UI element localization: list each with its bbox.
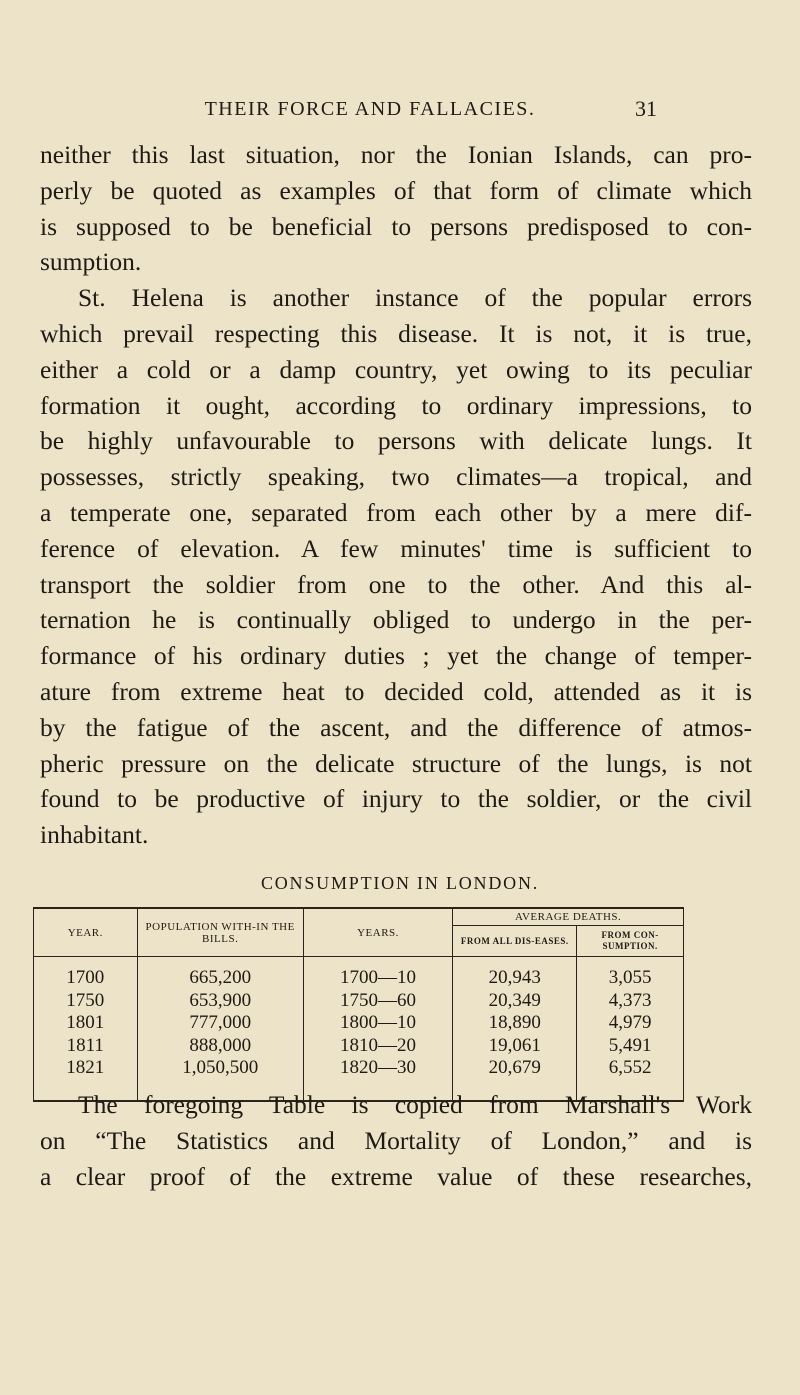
body-line: The foregoing Table is copied from Marshall's Work xyxy=(78,1090,752,1119)
body-line: sumption. xyxy=(40,247,142,277)
body-line: which prevail respecting this disease. It is not, it is true, xyxy=(40,318,752,348)
body-line: inhabitant. xyxy=(40,820,149,850)
body-line: ternation he is continually obliged to undergo in the per- xyxy=(40,605,752,635)
cell-population: 888,000 xyxy=(189,1034,252,1056)
cell-consumption: 3,055 xyxy=(608,967,652,988)
cell-year: 1801 xyxy=(66,1012,105,1033)
cell-all-diseases: 18,890 xyxy=(488,1012,541,1033)
body-line: St. Helena is another instance of the popular errors xyxy=(78,283,752,313)
header-population: POPULATION WITH-IN THE BILLS. xyxy=(137,908,303,957)
cell-years: 1700—10 xyxy=(340,967,417,988)
header-from-consumption: FROM CON-SUMPTION. xyxy=(577,926,684,957)
body-line: formation it ought, according to ordinary impressions, to xyxy=(40,390,752,420)
running-title: THEIR FORCE AND FALLACIES. xyxy=(204,98,536,120)
cell-years: 1820—30 xyxy=(340,1057,417,1078)
cell-all-diseases: 19,061 xyxy=(488,1034,541,1056)
body-line: transport the soldier from one to the other. And this al- xyxy=(40,569,752,599)
body-line: be highly unfavourable to persons with delicate lungs. It xyxy=(40,426,752,456)
page-number: 31 xyxy=(635,96,657,121)
table-body xyxy=(34,957,684,1101)
cell-year: 1811 xyxy=(66,1034,104,1056)
header-year: YEAR. xyxy=(34,908,138,957)
body-line: pheric pressure on the delicate structure of the lungs, is not xyxy=(40,748,752,778)
running-header xyxy=(0,98,800,128)
body-line: perly be quoted as examples of that form of climate which xyxy=(40,175,752,205)
body-line: on “The Statistics and Mortality of London,” and is xyxy=(40,1125,752,1155)
column-consumption xyxy=(577,957,684,1101)
header-from-all-diseases: FROM ALL DIS-EASES. xyxy=(453,926,577,957)
body-line: neither this last situation, nor the Ionian Islands, can pro- xyxy=(40,140,752,169)
cell-consumption: 5,491 xyxy=(608,1034,652,1056)
body-line: a temperate one, separated from each other by a mere dif- xyxy=(40,497,752,527)
cell-all-diseases: 20,679 xyxy=(488,1057,541,1078)
cell-population: 665,200 xyxy=(189,967,252,988)
body-line: formance of his ordinary duties ; yet the change of temper- xyxy=(40,641,752,671)
body-line: by the fatigue of the ascent, and the difference of atmos- xyxy=(40,712,752,742)
cell-population: 1,050,500 xyxy=(182,1057,259,1078)
cell-all-diseases: 20,349 xyxy=(488,989,541,1011)
closing-paragraph xyxy=(40,1087,752,1194)
table-caption: CONSUMPTION IN LONDON. xyxy=(260,873,540,893)
body-line: either a cold or a damp country, yet owing to its peculiar xyxy=(40,354,752,384)
cell-all-diseases: 20,943 xyxy=(488,967,541,988)
consumption-table xyxy=(33,907,684,1102)
body-line: ature from extreme heat to decided cold, attended as it is xyxy=(40,676,752,706)
cell-consumption: 4,373 xyxy=(608,989,652,1011)
cell-year: 1700 xyxy=(66,967,105,988)
body-line: a clear proof of the extreme value of these researches, xyxy=(40,1161,752,1191)
cell-consumption: 6,552 xyxy=(608,1057,652,1078)
body-paragraphs xyxy=(40,137,752,853)
body-line: possesses, strictly speaking, two climates—a tropical, and xyxy=(40,462,752,492)
column-years xyxy=(303,957,452,1101)
cell-years: 1750—60 xyxy=(340,989,417,1011)
column-year xyxy=(34,957,138,1101)
column-all-diseases xyxy=(453,957,577,1101)
cell-year: 1750 xyxy=(66,989,105,1011)
cell-consumption: 4,979 xyxy=(608,1012,652,1033)
body-line: is supposed to be beneficial to persons predisposed to con- xyxy=(40,211,752,241)
column-population xyxy=(137,957,303,1101)
body-line: ference of elevation. A few minutes' time is sufficient to xyxy=(40,533,752,563)
cell-years: 1800—10 xyxy=(340,1012,417,1033)
cell-population: 777,000 xyxy=(189,1012,252,1033)
cell-year: 1821 xyxy=(66,1057,105,1078)
body-line: found to be productive of injury to the soldier, or the civil xyxy=(40,784,752,814)
header-years: YEARS. xyxy=(303,908,452,957)
cell-years: 1810—20 xyxy=(340,1034,417,1056)
header-average-deaths: AVERAGE DEATHS. xyxy=(453,908,684,926)
cell-population: 653,900 xyxy=(189,989,252,1011)
